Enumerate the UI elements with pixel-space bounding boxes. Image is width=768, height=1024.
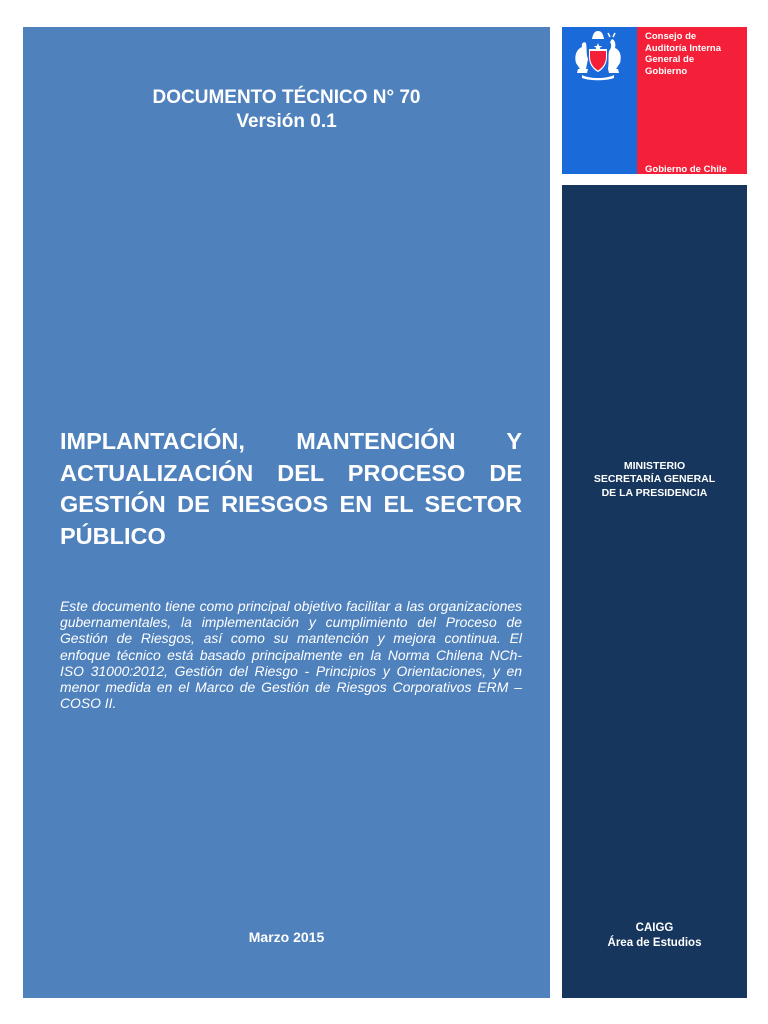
document-number: DOCUMENTO TÉCNICO N° 70	[152, 87, 421, 108]
logo-government-name: Gobierno de Chile	[645, 164, 727, 175]
logo-org-line: Auditoría Interna	[645, 42, 722, 54]
logo-blue-block	[562, 27, 637, 174]
document-title: IMPLANTACIÓN, MANTENCIÓN Y ACTUALIZACIÓN DEL PROCESO DE GESTIÓN DE RIESGOS EN EL SECTOR PÚBLICO	[60, 428, 522, 549]
logo-org-line: Consejo de	[645, 31, 697, 42]
cover-main-panel	[23, 27, 550, 998]
caigg-logo	[562, 27, 747, 174]
cover-side-panel	[562, 185, 747, 998]
logo-org-name	[645, 31, 721, 77]
logo-org-line: Gobierno	[645, 65, 688, 77]
ministry-name-line: DE LA PRESIDENCIA	[601, 487, 708, 499]
unit-name: CAIGG	[635, 922, 674, 934]
document-date: Marzo 2015	[248, 929, 325, 945]
ministry-name-line: SECRETARÍA GENERAL	[593, 473, 716, 485]
ministry-name-line: MINISTERIO	[623, 460, 686, 472]
chile-coat-of-arms-icon	[566, 29, 630, 81]
document-version: Versión 0.1	[236, 111, 337, 132]
logo-org-line: General de	[645, 54, 695, 65]
unit-department: Área de Estudios	[607, 937, 702, 949]
document-abstract: Este documento tiene como principal objetivo facilitar a las organizaciones gubernamentales, la implementación y cumplimiento del Proceso de Gestión de Riesgos, así como su mantención y mejora continua. El enfoque técnico está basado principalmente en la Norma Chilena NCh-ISO 31000:2012, Gestión del Riesgo - Principios y Orientaciones, y en menor medida en el Marco de Gestión de Riesgos Corporativos ERM – COSO II.	[60, 598, 522, 712]
